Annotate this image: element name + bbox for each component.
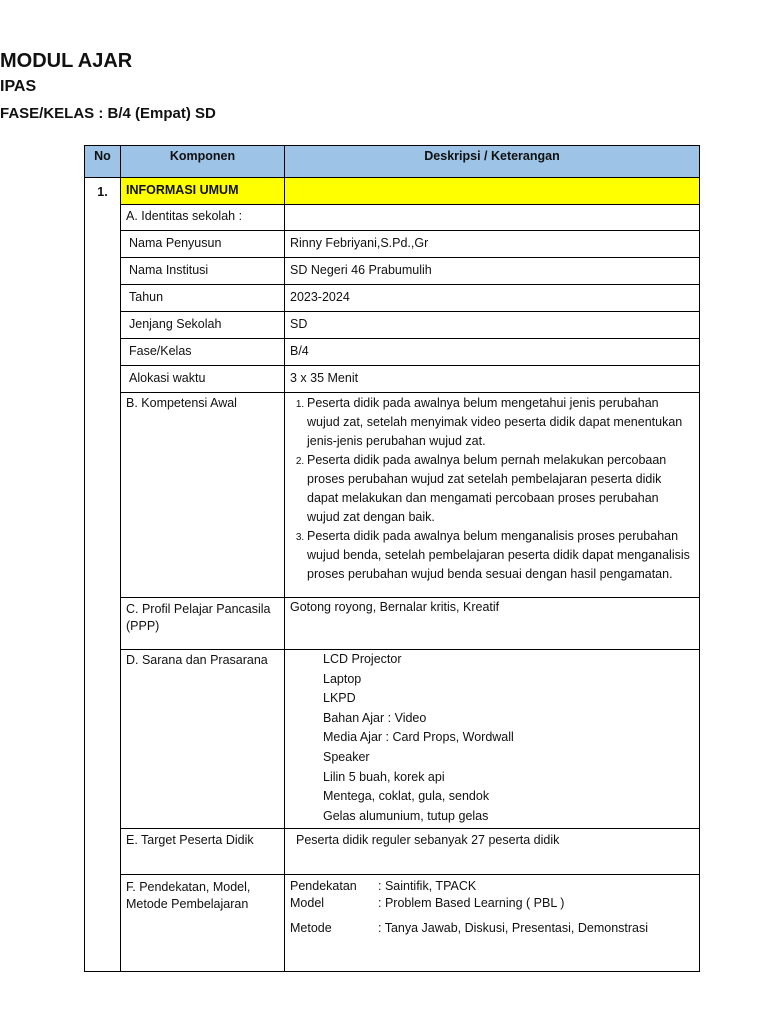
- table-header-row: [85, 146, 700, 178]
- kompetensi-list: [290, 394, 694, 584]
- list-item: LKPD: [323, 691, 356, 706]
- pendekatan-item: [290, 920, 694, 937]
- target-value: Peserta didik reguler sebanyak 27 peserta didik: [285, 829, 700, 875]
- table-row: [85, 205, 700, 231]
- row-label: Jenjang Sekolah: [121, 312, 285, 339]
- list-item: LCD Projector: [323, 652, 402, 666]
- pendekatan-item: [290, 878, 694, 895]
- section-number: 1.: [85, 178, 121, 972]
- table-row: [85, 875, 700, 972]
- table-row: [85, 312, 700, 339]
- sarana-cell: [285, 650, 700, 829]
- table-row: [85, 285, 700, 312]
- row-label: Nama Penyusun: [121, 231, 285, 258]
- list-item: Speaker: [323, 749, 370, 764]
- sarana-label: D. Sarana dan Prasarana: [121, 650, 285, 829]
- pendekatan-cell: [285, 875, 700, 972]
- list-item: Bahan Ajar : Video: [323, 710, 427, 725]
- table-row: [85, 366, 700, 393]
- row-value: 2023-2024: [285, 285, 700, 312]
- pendekatan-value: : Saintifik, TPACK: [378, 879, 477, 894]
- pendekatan-item: [290, 895, 694, 912]
- identitas-label: A. Identitas sekolah :: [121, 205, 285, 231]
- kompetensi-cell: [285, 393, 700, 598]
- header-deskripsi: Deskripsi / Keterangan: [285, 146, 700, 178]
- table-row: [85, 393, 700, 598]
- pendekatan-label-cell: [121, 875, 285, 972]
- section-title: INFORMASI UMUM: [121, 178, 285, 205]
- document-subject: IPAS: [0, 78, 37, 95]
- pendekatan-key: Pendekatan: [290, 879, 357, 894]
- row-value: B/4: [285, 339, 700, 366]
- list-item: 3. Peserta didik pada awalnya belum menganalisis proses perubahan wujud benda, setelah pembelajaran peserta didik dapat menganalisis proses perubahan wujud benda sesuai dengan hasil pengamatan.: [307, 527, 694, 584]
- row-label: Alokasi waktu: [121, 366, 285, 393]
- table-row: [85, 231, 700, 258]
- pendekatan-key: Metode: [290, 921, 332, 936]
- table-row: [85, 829, 700, 875]
- list-item: 1. Peserta didik pada awalnya belum mengetahui jenis perubahan wujud zat, setelah menyimak video peserta didik dapat menentukan jenis-jenis perubahan wujud zat.: [307, 394, 694, 451]
- pendekatan-key: Model: [290, 896, 325, 911]
- kompetensi-label: B. Kompetensi Awal: [121, 393, 285, 598]
- modul-table: [84, 145, 700, 972]
- row-value: 3 x 35 Menit: [285, 366, 700, 393]
- table-row: [85, 258, 700, 285]
- target-label: E. Target Peserta Didik: [121, 829, 285, 875]
- list-item: Media Ajar : Card Props, Wordwall: [323, 730, 514, 745]
- table-row: [85, 339, 700, 366]
- profil-label: C. Profil Pelajar Pancasila (PPP): [121, 598, 285, 650]
- pendekatan-label: F. Pendekatan, Model, Metode Pembelajaran: [126, 880, 251, 912]
- document-phase: FASE/KELAS : B/4 (Empat) SD: [0, 105, 216, 122]
- section-row: [85, 178, 700, 205]
- header-komponen: Komponen: [121, 146, 285, 178]
- list-item: 2. Peserta didik pada awalnya belum pernah melakukan percobaan proses perubahan wujud zat setelah pembelajaran peserta didik dapat melakukan dan mengamati percobaan proses perubahan wujud zat dengan baik.: [307, 451, 694, 527]
- row-label: Nama Institusi: [121, 258, 285, 285]
- row-label: Fase/Kelas: [121, 339, 285, 366]
- row-value: Rinny Febriyani,S.Pd.,Gr: [285, 231, 700, 258]
- section-title-fill: [285, 178, 700, 205]
- profil-value: Gotong royong, Bernalar kritis, Kreatif: [285, 598, 700, 650]
- pendekatan-value: : Problem Based Learning ( PBL ): [378, 896, 565, 911]
- sarana-list: [290, 650, 694, 826]
- list-item: Gelas alumunium, tutup gelas: [323, 808, 489, 823]
- list-item: Laptop: [323, 671, 362, 686]
- table-row: [85, 598, 700, 650]
- header-no: No: [85, 146, 121, 178]
- document-title: MODUL AJAR: [0, 50, 133, 72]
- row-label: Tahun: [121, 285, 285, 312]
- row-value: SD Negeri 46 Prabumulih: [285, 258, 700, 285]
- list-item: Mentega, coklat, gula, sendok: [323, 789, 490, 804]
- row-value: SD: [285, 312, 700, 339]
- pendekatan-value: : Tanya Jawab, Diskusi, Presentasi, Demonstrasi: [378, 921, 649, 936]
- identitas-value: [285, 205, 700, 231]
- table-row: [85, 650, 700, 829]
- list-item: Lilin 5 buah, korek api: [323, 769, 445, 784]
